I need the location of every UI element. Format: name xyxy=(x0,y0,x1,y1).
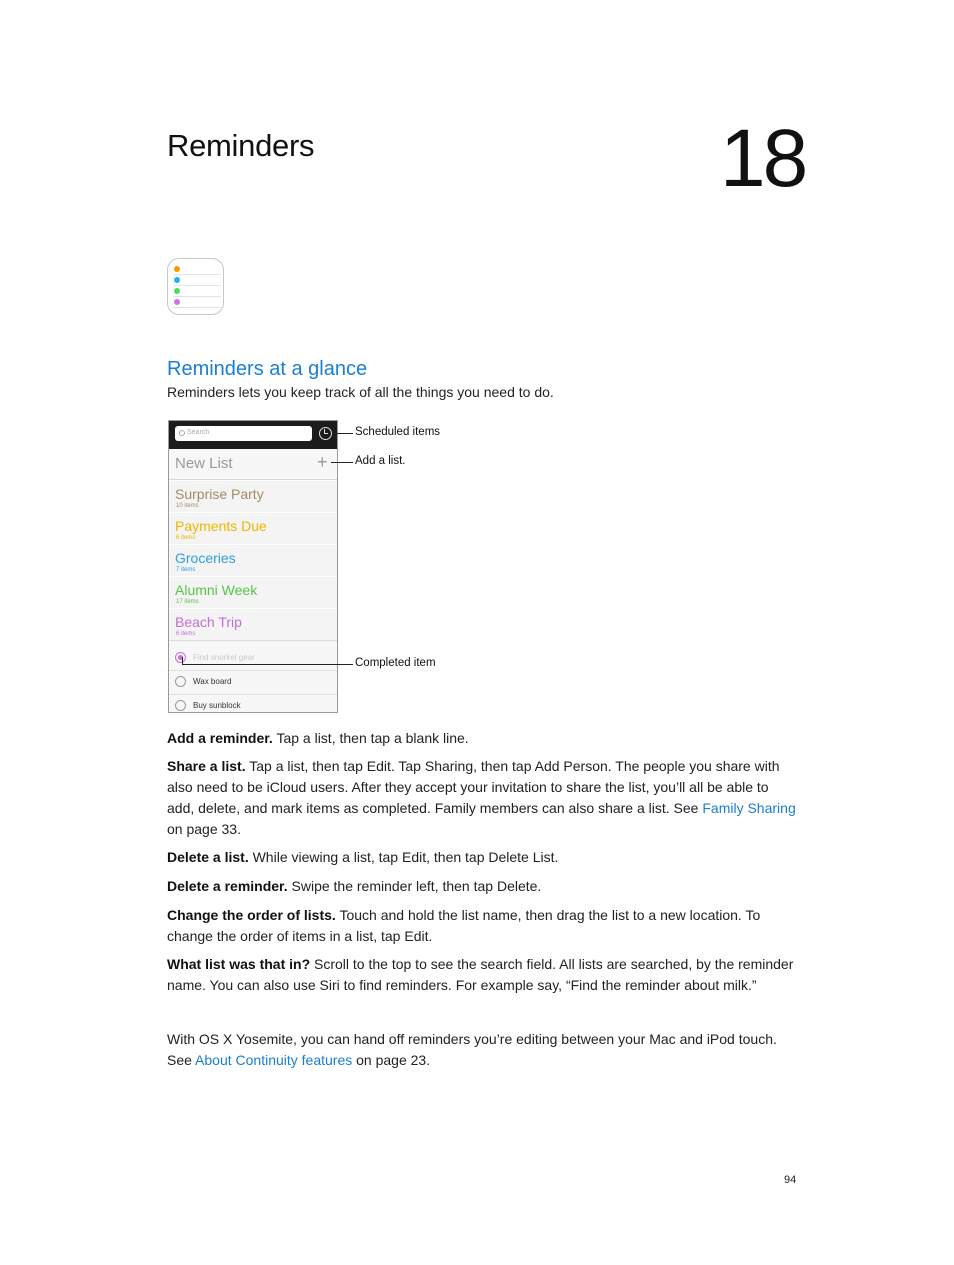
purple-dot-icon xyxy=(174,299,180,305)
list-count: 6 items xyxy=(176,631,196,637)
search-icon xyxy=(179,430,185,436)
list-name: Alumni Week xyxy=(175,582,258,598)
list-count: 6 items xyxy=(176,535,196,541)
new-list-label: New List xyxy=(175,455,233,472)
section-intro: Reminders lets you keep track of all the things you need to do. xyxy=(167,384,554,400)
para-add-reminder: Add a reminder. Tap a list, then tap a blank line. xyxy=(167,730,469,746)
list-name: Surprise Party xyxy=(175,486,264,502)
list-count: 7 items xyxy=(176,567,196,573)
para-share-list: Share a list. Tap a list, then tap Edit. Tap Sharing, then tap Add Person. The people you share with also need to be iCloud users. After they accept your invitation to share the list, you’ll all be able to add, delete, and mark items as completed. Family members can also share a list. See Family Sharing on page 33. xyxy=(167,758,796,837)
reminder-row[interactable] xyxy=(169,647,337,671)
list-name: Groceries xyxy=(175,550,236,566)
section-title: Reminders at a glance xyxy=(167,358,368,380)
reminder-row[interactable] xyxy=(169,671,337,695)
search-field[interactable] xyxy=(175,426,312,441)
reminder-row[interactable] xyxy=(169,695,337,713)
list-card[interactable] xyxy=(169,576,337,609)
blue-dot-icon xyxy=(174,277,180,283)
callout-line-completed xyxy=(182,664,353,665)
family-sharing-link[interactable]: Family Sharing xyxy=(702,800,796,816)
list-card[interactable] xyxy=(169,512,337,545)
top-bar xyxy=(169,421,337,449)
checked-circle-icon[interactable] xyxy=(175,652,186,663)
list-count: 17 items xyxy=(176,599,199,605)
callout-line-scheduled xyxy=(333,433,353,434)
para-handoff: With OS X Yosemite, you can hand off reminders you’re editing between your Mac and iPod touch. See About Continuity features on page 23. xyxy=(167,1031,777,1068)
list-card[interactable] xyxy=(169,544,337,577)
page-number: 94 xyxy=(784,1174,797,1186)
para-what-list: What list was that in? Scroll to the top to see the search field. All lists are searched, by the reminder name. You can also use Siri to find reminders. For example say, “Find the reminder about milk.” xyxy=(167,956,794,993)
para-change-order: Change the order of lists. Touch and hold the list name, then drag the list to a new location. To change the order of items in a list, tap Edit. xyxy=(167,907,761,944)
callout-scheduled: Scheduled items xyxy=(355,426,441,438)
callout-line-add-list xyxy=(331,462,353,463)
callout-tick-completed xyxy=(182,657,183,665)
reminder-text: Buy sunblock xyxy=(193,701,241,710)
green-dot-icon xyxy=(174,288,180,294)
list-name: Beach Trip xyxy=(175,614,242,630)
new-list-row[interactable] xyxy=(169,449,337,480)
para-delete-list: Delete a list. While viewing a list, tap Edit, then tap Delete List. xyxy=(167,849,559,865)
reminders-screenshot xyxy=(168,420,338,713)
continuity-link[interactable]: About Continuity features xyxy=(195,1052,353,1068)
list-card[interactable] xyxy=(169,480,337,513)
empty-circle-icon[interactable] xyxy=(175,700,186,711)
plus-icon[interactable]: + xyxy=(317,452,328,472)
callout-add-list: Add a list. xyxy=(355,455,406,467)
reminder-text: Wax board xyxy=(193,677,232,686)
list-count: 10 items xyxy=(176,503,199,509)
chapter-number: 18 xyxy=(720,113,806,204)
list-name: Payments Due xyxy=(175,518,267,534)
orange-dot-icon xyxy=(174,266,180,272)
para-delete-reminder: Delete a reminder. Swipe the reminder left, then tap Delete. xyxy=(167,878,542,894)
callout-completed: Completed item xyxy=(355,657,436,669)
list-card[interactable] xyxy=(169,608,337,641)
reminders-app-icon xyxy=(167,258,224,315)
reminder-text: Find snorkel gear xyxy=(193,653,255,662)
search-placeholder: Search xyxy=(187,429,210,436)
alarm-clock-icon[interactable] xyxy=(319,427,332,440)
chapter-title: Reminders xyxy=(167,128,315,163)
empty-circle-icon[interactable] xyxy=(175,676,186,687)
